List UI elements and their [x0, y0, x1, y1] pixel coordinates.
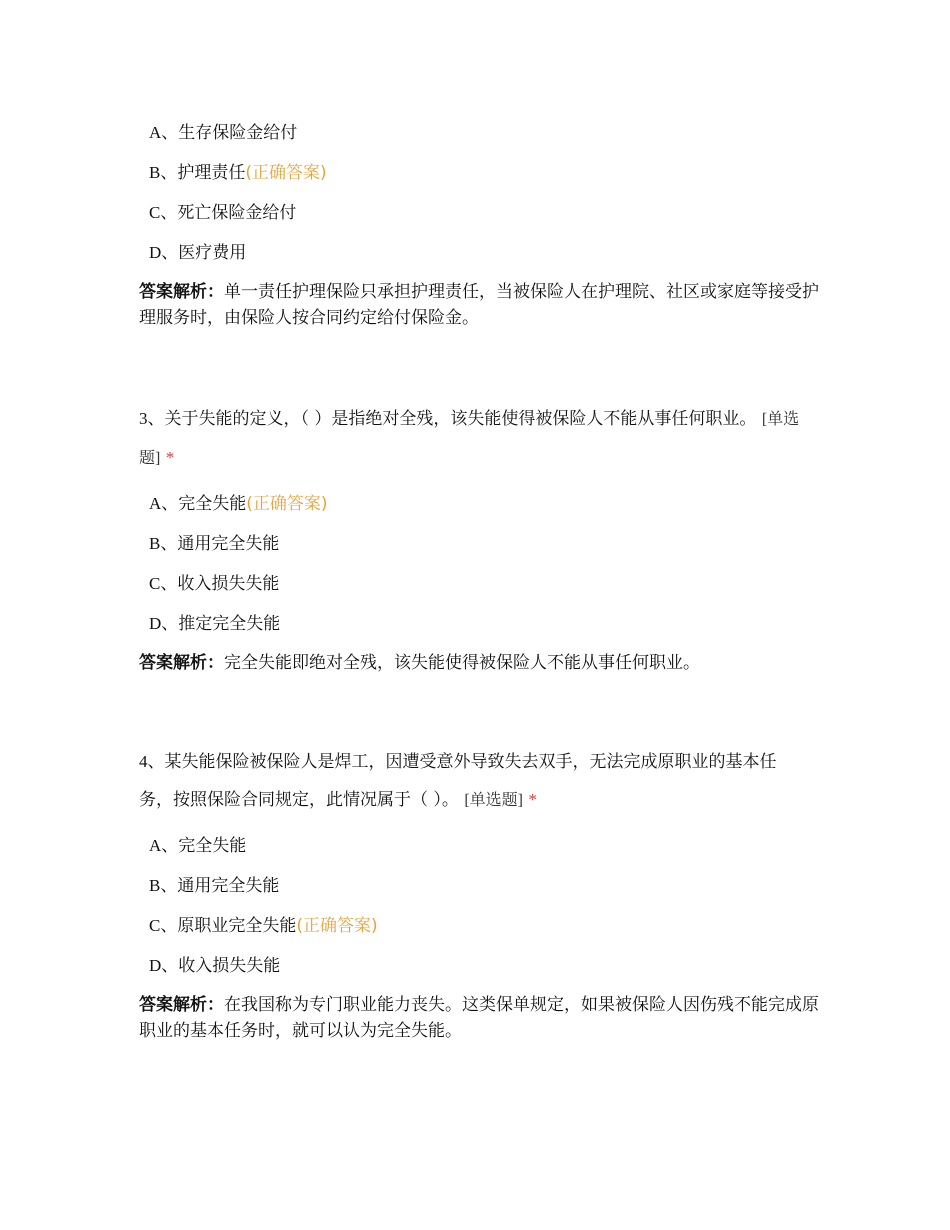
analysis-label: 答案解析：: [139, 653, 224, 673]
option-d: [139, 233, 819, 273]
answer-analysis: [139, 992, 819, 1044]
option-a: [139, 113, 819, 153]
option-letter: C、: [149, 916, 178, 935]
option-letter: D、: [149, 614, 179, 633]
question-block-3: [139, 400, 819, 676]
question-stem: [139, 743, 819, 820]
option-text: 医疗费用: [178, 243, 247, 263]
option-letter: B、: [149, 534, 178, 553]
option-text: 护理责任: [177, 163, 246, 183]
option-b: [139, 866, 819, 906]
option-text: 原职业完全失能: [177, 916, 297, 936]
required-mark: *: [528, 790, 537, 809]
question-type: [单选题]: [139, 411, 800, 467]
option-text: 通用完全失能: [177, 876, 280, 896]
option-d: [139, 946, 819, 986]
option-b: [139, 153, 819, 193]
option-b: [139, 524, 819, 564]
analysis-label: 答案解析：: [139, 995, 224, 1015]
question-number: 4、: [139, 752, 165, 771]
question-block-2: [139, 113, 819, 331]
correct-answer-label: (正确答案): [296, 916, 378, 936]
option-letter: B、: [149, 163, 178, 182]
option-letter: A、: [149, 494, 179, 513]
option-letter: D、: [149, 956, 179, 975]
question-stem: [139, 400, 819, 478]
question-type: [单选题]: [464, 792, 523, 809]
option-text: 收入损失失能: [178, 956, 281, 976]
option-text: 推定完全失能: [178, 614, 281, 634]
correct-answer-label: (正确答案): [245, 163, 327, 183]
option-text: 收入损失失能: [177, 574, 280, 594]
option-c: [139, 193, 819, 233]
option-text: 完全失能: [178, 836, 247, 856]
correct-answer-label: (正确答案): [246, 494, 328, 514]
option-text: 完全失能: [178, 494, 247, 514]
question-text: 关于失能的定义，（ ）是指绝对全残，该失能使得被保险人不能从事任何职业。: [164, 409, 757, 429]
answer-analysis: [139, 650, 819, 676]
option-a: [139, 484, 819, 524]
question-number: 3、: [139, 409, 165, 428]
option-letter: B、: [149, 876, 178, 895]
option-letter: D、: [149, 243, 179, 262]
option-text: 通用完全失能: [177, 534, 280, 554]
option-letter: A、: [149, 123, 179, 142]
analysis-label: 答案解析：: [139, 282, 224, 302]
option-text: 死亡保险金给付: [177, 203, 297, 223]
analysis-text: 完全失能即绝对全残，该失能使得被保险人不能从事任何职业。: [224, 653, 700, 673]
required-mark: *: [165, 448, 175, 467]
option-letter: C、: [149, 203, 178, 222]
option-a: [139, 826, 819, 866]
option-letter: C、: [149, 574, 178, 593]
question-block-4: [139, 743, 819, 1044]
option-c: [139, 906, 819, 946]
analysis-text: 在我国称为专门职业能力丧失。这类保单规定，如果被保险人因伤残不能完成原职业的基本任务时，就可以认为完全失能。: [139, 995, 819, 1041]
question-text: 某失能保险被保险人是焊工，因遭受意外导致失去双手，无法完成原职业的基本任务，按照保险合同规定，此情况属于（ ）。: [139, 752, 777, 810]
analysis-text: 单一责任护理保险只承担护理责任，当被保险人在护理院、社区或家庭等接受护理服务时，由保险人按合同约定给付保险金。: [139, 282, 819, 328]
option-text: 生存保险金给付: [178, 123, 298, 143]
option-letter: A、: [149, 836, 179, 855]
option-c: [139, 564, 819, 604]
option-d: [139, 604, 819, 644]
answer-analysis: [139, 279, 819, 331]
